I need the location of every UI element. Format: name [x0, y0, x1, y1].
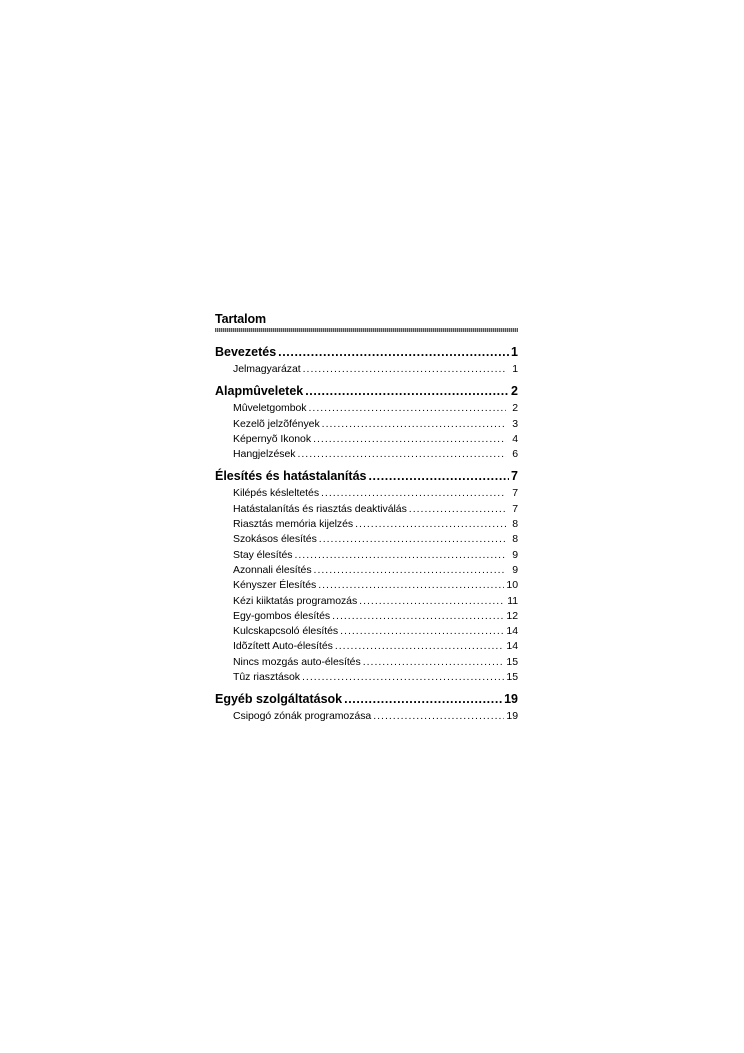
dot-leader: [278, 342, 509, 362]
section-heading-label: Alapmûveletek: [215, 384, 304, 399]
toc-entry-page: 11: [507, 594, 518, 607]
section-heading-label: Élesítés és hatástalanítás: [215, 469, 367, 484]
toc-entry[interactable]: [215, 517, 518, 532]
section-page-number: 2: [511, 384, 518, 399]
toc-entry[interactable]: [215, 578, 518, 593]
toc-entry-page: 8: [512, 533, 518, 546]
toc-entry-page: 14: [506, 640, 518, 653]
toc-entry-page: 19: [506, 710, 518, 723]
toc-entry-page: 9: [512, 548, 518, 561]
dot-leader: [294, 548, 506, 563]
dot-leader: [308, 401, 506, 416]
toc-entry-label: Hangjelzések: [233, 448, 296, 461]
toc-entry[interactable]: [215, 362, 518, 377]
toc-entry-label: Azonnali élesítés: [233, 563, 312, 576]
toc-entry-page: 12: [506, 609, 518, 622]
section-page-number: 7: [511, 469, 518, 484]
toc-entry[interactable]: [215, 594, 518, 609]
toc-entry[interactable]: [215, 447, 518, 462]
toc-entry-label: Tûz riasztások: [233, 671, 300, 684]
toc-entry-label: Jelmagyarázat: [233, 363, 301, 375]
toc-entry-page: 15: [506, 671, 518, 684]
toc-entry-label: Kulcskapcsoló élesítés: [233, 625, 339, 638]
section-heading[interactable]: [215, 342, 518, 362]
toc-title: Tartalom: [215, 312, 267, 326]
toc-entry[interactable]: [215, 548, 518, 563]
section-page-number: 1: [511, 345, 518, 359]
dot-leader: [303, 362, 506, 377]
toc-entry[interactable]: [215, 432, 518, 447]
toc-section-elesites: [215, 466, 518, 685]
section-heading[interactable]: [215, 381, 518, 401]
toc-entry-page: 4: [512, 432, 518, 445]
toc-entry-page: 7: [512, 502, 518, 515]
section-heading-label: Bevezetés: [215, 345, 277, 359]
toc-entry[interactable]: [215, 401, 518, 416]
dot-leader: [332, 609, 504, 624]
dot-leader: [359, 594, 505, 609]
toc-section-bevezetes: [215, 342, 518, 377]
dot-leader: [319, 532, 506, 547]
toc-entry-label: Kilépés késleltetés: [233, 487, 320, 500]
dot-leader: [305, 381, 509, 401]
dot-leader: [335, 639, 505, 654]
toc-entry-page: 6: [512, 448, 518, 461]
toc-entry-label: Nincs mozgás auto-élesítés: [233, 655, 361, 668]
toc-entry-page: 9: [512, 563, 518, 576]
toc-entry[interactable]: [215, 502, 518, 517]
table-of-contents: [215, 311, 518, 725]
toc-entry[interactable]: [215, 655, 518, 670]
section-heading-label: Egyéb szolgáltatások: [215, 692, 343, 707]
toc-entry-page: 15: [506, 655, 518, 668]
toc-entry-page: 2: [512, 402, 518, 415]
dot-leader: [321, 486, 506, 501]
toc-entry[interactable]: [215, 639, 518, 654]
toc-entry-label: Csipogó zónák programozása: [233, 710, 372, 723]
toc-entry-label: Kezelõ jelzõfények: [233, 417, 320, 430]
toc-entry-page: 8: [512, 518, 518, 531]
section-heading[interactable]: [215, 466, 518, 486]
toc-entry-label: Stay élesítés: [233, 548, 293, 561]
dot-leader: [318, 578, 504, 593]
dot-leader: [409, 502, 506, 517]
toc-entry-label: Képernyõ Ikonok: [233, 432, 312, 445]
toc-entry[interactable]: [215, 563, 518, 578]
toc-section-egyeb: [215, 689, 518, 724]
dot-leader: [373, 709, 504, 724]
dot-leader: [322, 417, 506, 432]
toc-entry-label: Szokásos élesítés: [233, 533, 317, 546]
dot-leader: [313, 432, 506, 447]
toc-entry-page: 1: [512, 363, 518, 375]
dot-leader: [363, 655, 505, 670]
toc-entry-page: 7: [512, 487, 518, 500]
toc-entry-label: Hatástalanítás és riasztás deaktiválás: [233, 502, 407, 515]
toc-entry[interactable]: [215, 609, 518, 624]
toc-entry-page: 14: [506, 625, 518, 638]
title-rule: [215, 328, 518, 332]
section-heading[interactable]: [215, 689, 518, 709]
toc-entry[interactable]: [215, 486, 518, 501]
toc-entry[interactable]: [215, 417, 518, 432]
toc-entry-label: Idõzített Auto-élesítés: [233, 640, 333, 653]
toc-entry[interactable]: [215, 709, 518, 724]
dot-leader: [314, 563, 506, 578]
toc-entry[interactable]: [215, 532, 518, 547]
section-page-number: 19: [504, 692, 518, 707]
dot-leader: [368, 466, 509, 486]
toc-entry-label: Mûveletgombok: [233, 402, 307, 415]
dot-leader: [302, 670, 504, 685]
toc-entry[interactable]: [215, 670, 518, 685]
dot-leader: [340, 624, 504, 639]
toc-entry-page: 3: [512, 417, 518, 430]
toc-section-alapmuveletek: [215, 381, 518, 462]
dot-leader: [355, 517, 506, 532]
toc-entry-label: Riasztás memória kijelzés: [233, 518, 354, 531]
toc-entry-label: Kényszer Élesítés: [233, 579, 317, 592]
toc-entry-page: 10: [506, 579, 518, 592]
dot-leader: [344, 689, 502, 709]
toc-entry[interactable]: [215, 624, 518, 639]
toc-entry-label: Kézi kiiktatás programozás: [233, 594, 358, 607]
toc-entry-label: Egy-gombos élesítés: [233, 609, 331, 622]
dot-leader: [297, 447, 506, 462]
